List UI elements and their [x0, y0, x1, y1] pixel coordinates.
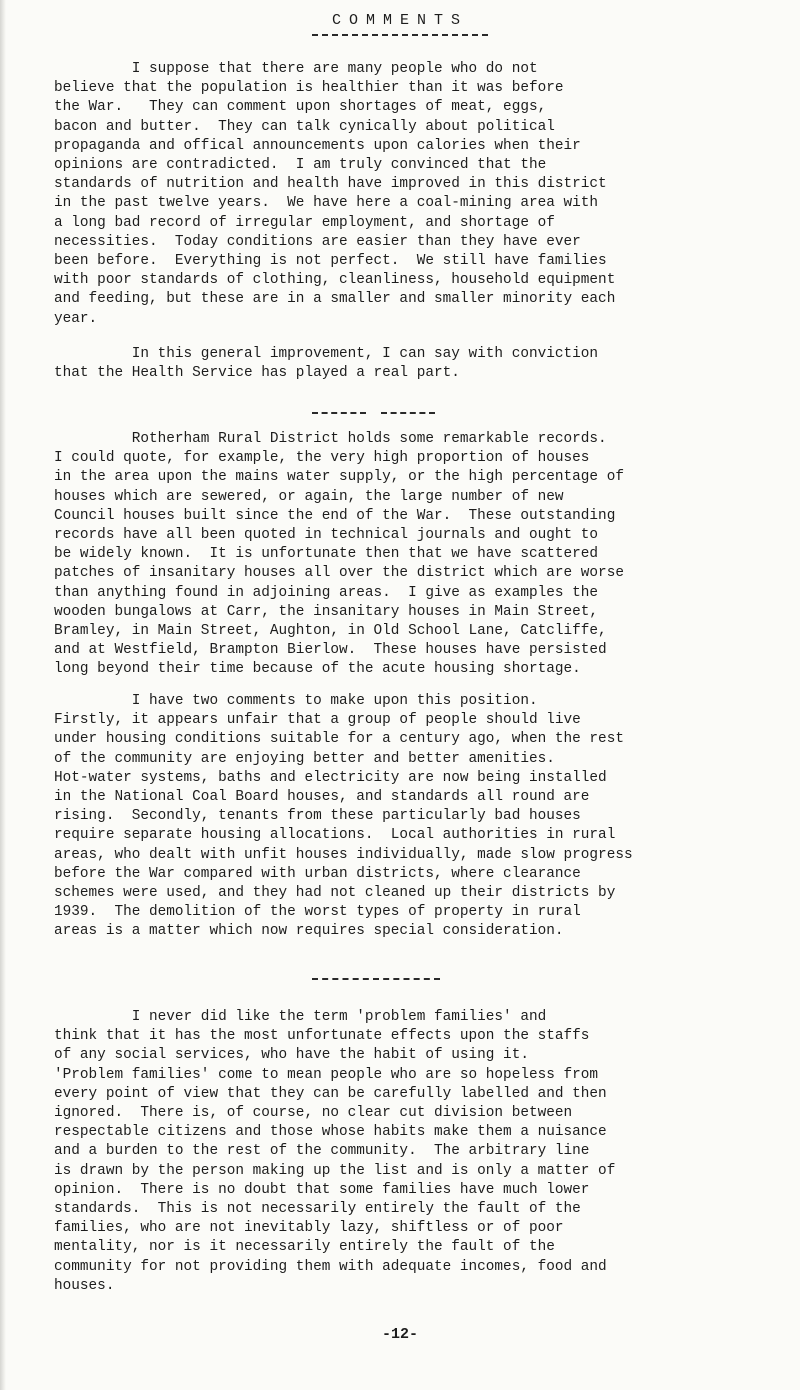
paragraph-problem-families: I never did like the term 'problem families' and think that it has the most unfortunate effects upon the staffs of any social services, who have the habit of using it. 'Problem families' come to mean people who are so hopeless from every point of view that they can be carefully labelled and then ignored. There is, of course, no clear cut division between respectable citizens and those whose habits make them a nuisance and a burden to the rest of the community. The arbitrary line is drawn by the person making up the list and is only a matter of opinion. There is no doubt that some families have much lower standards. This is not necessarily entirely the fault of the families, who are not inevitably lazy, shiftless or of poor mentality, nor is it necessarily entirely the fault of the community for not providing them with adequate incomes, food and houses. — [54, 1009, 616, 1294]
paragraph-housing-position: I have two comments to make upon this position. Firstly, it appears unfair that a group of people should live under housing conditions suitable for a century ago, when the rest of the community are enjoying better and better amenities. Hot-water systems, baths and electricity are now being installed in the National Coal Board houses, and standards all round are rising. Secondly, tenants from these particularly bad houses require separate housing allocations. Local authorities in rural areas, who dealt with unfit houses individually, made slow progress before the War compared with urban districts, where clearance schemes were used, and they had not cleaned up their districts by 1939. The demolition of the worst types of property in rural areas is a matter which now requires special consideration. — [54, 693, 633, 940]
section-divider — [312, 978, 440, 980]
page-title: COMMENTS — [331, 12, 468, 29]
section-divider-left — [312, 412, 366, 414]
page-number: -12- — [381, 1326, 418, 1343]
title-underline — [312, 34, 488, 36]
section-divider-right — [381, 412, 435, 414]
page-edge-shadow — [0, 0, 6, 1390]
paragraph-population-health: I suppose that there are many people who do not believe that the population is healthier than it was before the War. They can comment upon shortages of meat, eggs, bacon and butter. They can talk cynically about political propaganda and offical announcements upon calories when their opinions are contradicted. I am truly convinced that the standards of nutrition and health have improved in this district in the past twelve years. We have here a coal-mining area with a long bad record of irregular employment, and shortage of necessities. Today conditions are easier than they have ever been before. Everything is not perfect. We still have families with poor standards of clothing, cleanliness, household equipment and feeding, but these are in a smaller and smaller minority each year. — [54, 61, 616, 327]
paragraph-health-service: In this general improvement, I can say with conviction that the Health Service has played a real part. — [54, 346, 599, 382]
paragraph-rural-district-records: Rotherham Rural District holds some remarkable records. I could quote, for example, the very high proportion of houses in the area upon the mains water supply, or the high percentage of houses which are sewered, or again, the large number of new Council houses built since the end of the War. These outstanding records have all been quoted in technical journals and ought to be widely known. It is unfortunate then that we have scattered patches of insanitary houses all over the district which are worse than anything found in adjoining areas. I give as examples the wooden bungalows at Carr, the insanitary houses in Main Street, Bramley, in Main Street, Aughton, in Old School Lane, Catcliffe, and at Westfield, Brampton Bierlow. These houses have persisted long beyond their time because of the acute housing shortage. — [54, 431, 624, 678]
